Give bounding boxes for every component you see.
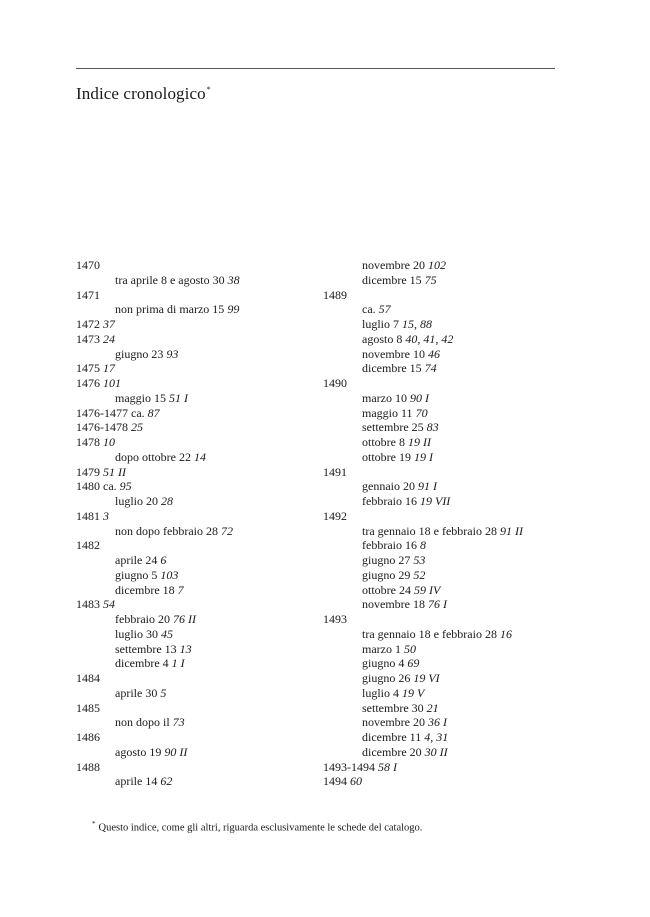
index-entry bbox=[76, 288, 306, 303]
entry-date: 1492 bbox=[323, 508, 347, 523]
entry-date: tra gennaio 18 e febbraio 28 bbox=[362, 626, 497, 641]
index-entry bbox=[323, 376, 563, 391]
title-footnote-mark: * bbox=[206, 85, 211, 95]
entry-date: 1476-1478 bbox=[76, 420, 128, 435]
index-subentry bbox=[323, 538, 563, 553]
entry-date: luglio 7 bbox=[362, 317, 400, 331]
index-subentry bbox=[323, 597, 563, 612]
entry-date: 1493-1494 bbox=[323, 759, 375, 774]
entry-date: agosto 19 bbox=[115, 744, 162, 759]
entry-catalog-ref: 46 bbox=[427, 346, 440, 361]
entry-catalog-ref: 36 I bbox=[427, 715, 447, 730]
index-subentry bbox=[323, 568, 563, 583]
index-entry bbox=[323, 465, 563, 480]
entry-date: giugno 27 bbox=[362, 553, 411, 567]
entry-catalog-ref: 13 bbox=[179, 641, 192, 656]
index-subentry bbox=[76, 583, 306, 598]
entry-date: maggio 11 bbox=[362, 405, 413, 420]
entry-date: aprile 14 bbox=[115, 774, 158, 789]
entry-date: giugno 29 bbox=[362, 567, 411, 582]
entry-date: luglio 30 bbox=[115, 626, 159, 641]
footnote-mark: * bbox=[92, 820, 96, 828]
index-entry bbox=[76, 420, 306, 435]
entry-catalog-ref: 7 bbox=[177, 582, 184, 597]
index-subentry bbox=[323, 450, 563, 465]
entry-catalog-ref: 8 bbox=[419, 538, 426, 553]
index-subentry bbox=[323, 745, 563, 760]
entry-date: dicembre 20 bbox=[362, 744, 422, 759]
index-entry bbox=[76, 509, 306, 524]
index-entry bbox=[76, 671, 306, 686]
index-subentry bbox=[323, 332, 563, 347]
entry-catalog-ref: 58 I bbox=[378, 759, 397, 774]
entry-catalog-ref: 10 bbox=[103, 435, 115, 449]
entry-date: giugno 4 bbox=[362, 656, 405, 671]
entry-catalog-ref: 3 bbox=[103, 508, 109, 523]
entry-date: 1494 bbox=[323, 774, 347, 789]
entry-catalog-ref: 99 bbox=[227, 302, 240, 317]
entry-date: novembre 20 bbox=[362, 258, 425, 272]
entry-catalog-ref: 76 II bbox=[172, 612, 196, 626]
entry-catalog-ref: 21 bbox=[426, 700, 439, 715]
index-subentry bbox=[76, 524, 306, 539]
index-subentry bbox=[323, 553, 563, 568]
entry-catalog-ref: 53 bbox=[413, 553, 426, 567]
entry-date: giugno 26 bbox=[362, 671, 411, 685]
entry-catalog-ref: 14 bbox=[194, 449, 206, 464]
index-entry bbox=[76, 538, 306, 553]
entry-catalog-ref: 52 bbox=[413, 567, 426, 582]
entry-date: 1490 bbox=[323, 376, 347, 390]
entry-date: 1483 bbox=[76, 597, 100, 612]
entry-date: aprile 30 bbox=[115, 685, 158, 700]
entry-date: tra gennaio 18 e febbraio 28 bbox=[362, 523, 497, 538]
entry-date: settembre 30 bbox=[362, 700, 424, 715]
entry-date: 1491 bbox=[323, 464, 347, 479]
entry-date: ottobre 19 bbox=[362, 449, 411, 464]
index-subentry bbox=[76, 450, 306, 465]
entry-catalog-ref: 76 I bbox=[427, 597, 447, 612]
entry-date: novembre 18 bbox=[362, 597, 425, 612]
entry-catalog-ref: 19 I bbox=[414, 449, 433, 464]
index-column-right bbox=[323, 258, 563, 789]
index-entry bbox=[323, 774, 563, 789]
index-subentry bbox=[323, 406, 563, 421]
index-entry bbox=[76, 435, 306, 450]
entry-catalog-ref: 17 bbox=[103, 361, 115, 376]
entry-date: novembre 20 bbox=[362, 715, 425, 730]
index-subentry bbox=[76, 391, 306, 406]
index-subentry bbox=[76, 656, 306, 671]
entry-catalog-ref: 70 bbox=[415, 405, 428, 420]
entry-catalog-ref: 25 bbox=[131, 420, 143, 435]
entry-date: 1493 bbox=[323, 612, 347, 626]
entry-catalog-ref: 19 VI bbox=[413, 671, 440, 685]
index-subentry bbox=[76, 553, 306, 568]
entry-catalog-ref: 69 bbox=[407, 656, 420, 671]
entry-catalog-ref: 15, 88 bbox=[402, 317, 433, 331]
index-subentry bbox=[76, 347, 306, 362]
index-subentry bbox=[76, 612, 306, 627]
entry-date: ottobre 24 bbox=[362, 582, 411, 597]
index-subentry bbox=[323, 347, 563, 362]
index-subentry bbox=[323, 642, 563, 657]
entry-date: marzo 1 bbox=[362, 641, 401, 656]
entry-catalog-ref: 19 V bbox=[402, 685, 425, 700]
entry-date: 1476 bbox=[76, 376, 100, 390]
entry-date: dopo ottobre 22 bbox=[115, 449, 191, 464]
entry-catalog-ref: 91 II bbox=[499, 523, 523, 538]
index-entry bbox=[76, 258, 306, 273]
index-subentry bbox=[76, 302, 306, 317]
index-entry bbox=[323, 760, 563, 775]
entry-catalog-ref: 19 II bbox=[408, 435, 431, 449]
entry-date: agosto 8 bbox=[362, 331, 403, 346]
entry-date: 1486 bbox=[76, 730, 100, 744]
index-entry bbox=[76, 465, 306, 480]
entry-catalog-ref: 19 VII bbox=[419, 494, 451, 508]
entry-catalog-ref: 37 bbox=[103, 317, 115, 331]
index-entry bbox=[323, 288, 563, 303]
entry-catalog-ref: 30 II bbox=[424, 744, 448, 759]
index-subentry bbox=[323, 656, 563, 671]
entry-date: marzo 10 bbox=[362, 390, 407, 405]
entry-date: 1470 bbox=[76, 258, 100, 272]
entry-catalog-ref: 38 bbox=[227, 272, 240, 287]
index-subentry bbox=[76, 494, 306, 509]
index-entry bbox=[76, 317, 306, 332]
entry-catalog-ref: 50 bbox=[403, 641, 416, 656]
entry-date: maggio 15 bbox=[115, 390, 166, 405]
entry-date: febbraio 16 bbox=[362, 538, 417, 553]
entry-date: 1489 bbox=[323, 287, 347, 302]
index-subentry bbox=[323, 391, 563, 406]
footnote-text: Questo indice, come gli altri, riguarda esclusivamente le schede del catalogo. bbox=[98, 822, 423, 834]
index-subentry bbox=[323, 258, 563, 273]
entry-catalog-ref: 5 bbox=[160, 685, 167, 700]
header-rule bbox=[76, 68, 555, 69]
entry-date: 1480 ca. bbox=[76, 479, 117, 494]
entry-date: luglio 20 bbox=[115, 494, 159, 508]
entry-catalog-ref: 90 II bbox=[164, 744, 188, 759]
entry-date: 1485 bbox=[76, 700, 100, 715]
entry-date: giugno 5 bbox=[115, 567, 158, 582]
entry-date: 1478 bbox=[76, 435, 100, 449]
entry-catalog-ref: 75 bbox=[424, 272, 437, 287]
entry-date: giugno 23 bbox=[115, 346, 164, 361]
index-subentry bbox=[76, 686, 306, 701]
index-subentry bbox=[323, 302, 563, 317]
index-subentry bbox=[323, 686, 563, 701]
entry-date: aprile 24 bbox=[115, 553, 158, 567]
title-text: Indice cronologico bbox=[76, 84, 206, 103]
entry-date: 1484 bbox=[76, 671, 100, 685]
page-title bbox=[76, 84, 211, 104]
entry-catalog-ref: 74 bbox=[424, 361, 437, 376]
entry-date: dicembre 11 bbox=[362, 730, 422, 744]
index-subentry bbox=[76, 568, 306, 583]
entry-catalog-ref: 40, 41, 42 bbox=[405, 331, 454, 346]
entry-catalog-ref: 4, 31 bbox=[424, 730, 449, 744]
entry-date: 1473 bbox=[76, 331, 100, 346]
entry-date: 1475 bbox=[76, 361, 100, 376]
entry-catalog-ref: 6 bbox=[160, 553, 167, 567]
entry-catalog-ref: 72 bbox=[220, 523, 233, 538]
index-subentry bbox=[76, 715, 306, 730]
index-column-left bbox=[76, 258, 306, 789]
entry-date: 1488 bbox=[76, 759, 100, 774]
index-subentry bbox=[76, 745, 306, 760]
index-subentry bbox=[323, 730, 563, 745]
index-subentry bbox=[323, 317, 563, 332]
index-entry bbox=[76, 361, 306, 376]
entry-catalog-ref: 101 bbox=[103, 376, 121, 390]
entry-date: non dopo il bbox=[115, 715, 170, 730]
entry-catalog-ref: 103 bbox=[160, 567, 179, 582]
index-subentry bbox=[323, 583, 563, 598]
index-subentry bbox=[323, 361, 563, 376]
entry-catalog-ref: 57 bbox=[378, 302, 391, 317]
entry-catalog-ref: 16 bbox=[499, 626, 512, 641]
entry-date: ca. bbox=[362, 302, 376, 317]
entry-catalog-ref: 102 bbox=[427, 258, 446, 272]
index-entry bbox=[76, 332, 306, 347]
index-entry bbox=[76, 479, 306, 494]
entry-date: tra aprile 8 e agosto 30 bbox=[115, 272, 225, 287]
index-subentry bbox=[76, 642, 306, 657]
entry-catalog-ref: 45 bbox=[161, 626, 174, 641]
index-subentry bbox=[323, 627, 563, 642]
entry-catalog-ref: 93 bbox=[166, 346, 179, 361]
entry-catalog-ref: 87 bbox=[147, 405, 160, 420]
index-entry bbox=[76, 760, 306, 775]
index-subentry bbox=[323, 701, 563, 716]
entry-date: luglio 4 bbox=[362, 685, 400, 700]
index-entry bbox=[323, 612, 563, 627]
entry-date: dicembre 15 bbox=[362, 361, 422, 376]
entry-date: dicembre 4 bbox=[115, 656, 169, 671]
entry-date: ottobre 8 bbox=[362, 435, 405, 449]
entry-catalog-ref: 54 bbox=[103, 597, 115, 612]
entry-catalog-ref: 91 I bbox=[418, 479, 437, 494]
footnote bbox=[92, 820, 422, 834]
index-entry bbox=[323, 509, 563, 524]
entry-catalog-ref: 51 II bbox=[103, 464, 126, 479]
entry-catalog-ref: 73 bbox=[172, 715, 185, 730]
entry-catalog-ref: 95 bbox=[119, 479, 132, 494]
entry-catalog-ref: 51 I bbox=[169, 390, 188, 405]
index-subentry bbox=[76, 774, 306, 789]
entry-date: non prima di marzo 15 bbox=[115, 302, 225, 317]
index-subentry bbox=[76, 273, 306, 288]
entry-date: novembre 10 bbox=[362, 346, 425, 361]
entry-catalog-ref: 28 bbox=[161, 494, 174, 508]
entry-date: settembre 25 bbox=[362, 420, 424, 435]
entry-catalog-ref: 62 bbox=[160, 774, 173, 789]
entry-date: 1482 bbox=[76, 538, 100, 553]
entry-date: febbraio 16 bbox=[362, 494, 417, 508]
index-entry bbox=[76, 406, 306, 421]
entry-catalog-ref: 83 bbox=[426, 420, 439, 435]
index-subentry bbox=[323, 494, 563, 509]
entry-date: non dopo febbraio 28 bbox=[115, 523, 218, 538]
index-subentry bbox=[323, 671, 563, 686]
entry-date: febbraio 20 bbox=[115, 612, 170, 626]
index-entry bbox=[76, 701, 306, 716]
index-subentry bbox=[323, 273, 563, 288]
entry-date: 1479 bbox=[76, 464, 100, 479]
entry-date: 1472 bbox=[76, 317, 100, 331]
entry-date: dicembre 18 bbox=[115, 582, 175, 597]
entry-date: 1476-1477 ca. bbox=[76, 405, 145, 420]
entry-date: dicembre 15 bbox=[362, 272, 422, 287]
index-subentry bbox=[323, 715, 563, 730]
index-subentry bbox=[76, 627, 306, 642]
entry-catalog-ref: 59 IV bbox=[414, 582, 441, 597]
entry-date: 1481 bbox=[76, 508, 100, 523]
entry-catalog-ref: 1 I bbox=[171, 656, 185, 671]
entry-catalog-ref: 24 bbox=[103, 331, 115, 346]
index-entry bbox=[76, 597, 306, 612]
index-entry bbox=[76, 730, 306, 745]
entry-date: settembre 13 bbox=[115, 641, 177, 656]
index-subentry bbox=[323, 435, 563, 450]
index-subentry bbox=[323, 524, 563, 539]
entry-catalog-ref: 60 bbox=[350, 774, 362, 789]
index-subentry bbox=[323, 420, 563, 435]
entry-catalog-ref: 90 I bbox=[409, 390, 429, 405]
index-subentry bbox=[323, 479, 563, 494]
entry-date: 1471 bbox=[76, 287, 100, 302]
index-entry bbox=[76, 376, 306, 391]
entry-date: gennaio 20 bbox=[362, 479, 415, 494]
